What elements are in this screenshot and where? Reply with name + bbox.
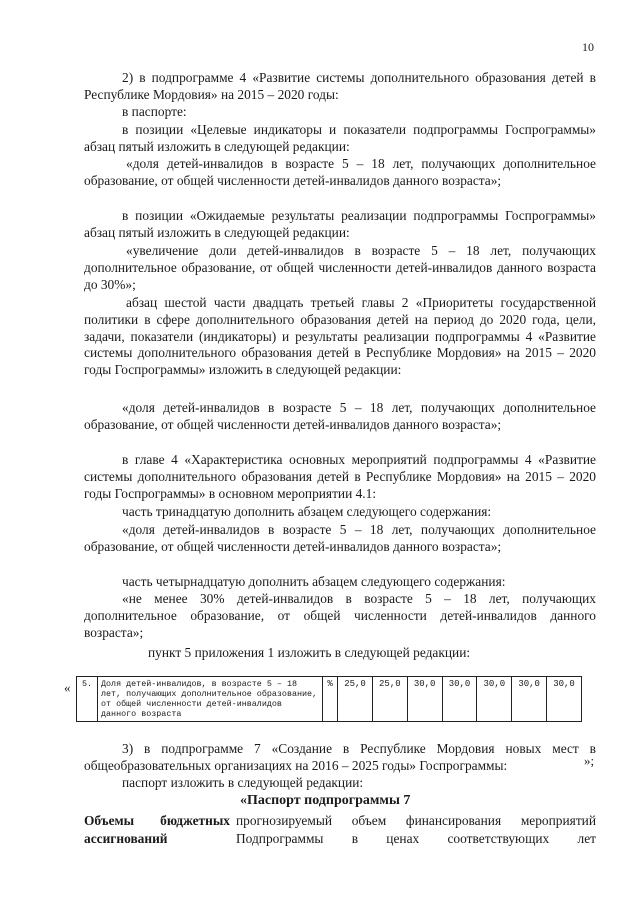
paragraph: паспорт изложить в следующей редакции: bbox=[122, 775, 364, 790]
paragraph: в позиции «Целевые индикаторы и показатели подпрограммы Госпрограммы» абзац пятый изложить в следующей редакции: bbox=[84, 122, 596, 154]
unit-cell: % bbox=[323, 677, 338, 722]
value-cell: 30,0 bbox=[442, 677, 477, 722]
paragraph: в позиции «Ожидаемые результаты реализации подпрограммы Госпрограммы» абзац пятый изложить в следующей редакции: bbox=[84, 208, 596, 240]
table-row bbox=[77, 677, 582, 722]
paragraph: 3) в подпрограмме 7 «Создание в Республике Мордовия новых мест в общеобразовательных организациях на 2016 – 2025 годы» Госпрограммы: bbox=[84, 741, 596, 773]
paragraph: «увеличение доли детей-инвалидов в возрасте 5 – 18 лет, получающих дополнительное образование, от общей численности детей-инвалидов данного возраста до 30%»; bbox=[84, 243, 596, 292]
indicator-name: Доля детей-инвалидов, в возрасте 5 – 18 лет, получающих дополнительное образование, от общей численности детей-инвалидов данного возраста bbox=[98, 677, 323, 722]
passport-left-label: Объемы бюджетных ассигнований bbox=[84, 813, 230, 846]
value-cell: 30,0 bbox=[512, 677, 547, 722]
paragraph: «не менее 30% детей-инвалидов в возрасте 5 – 18 лет, получающих дополнительное образование, от общей численности детей-инвалидов данного возраста»; bbox=[84, 591, 596, 640]
value-cell: 25,0 bbox=[372, 677, 407, 722]
value-cell: 25,0 bbox=[338, 677, 373, 722]
paragraph: в паспорте: bbox=[122, 104, 187, 119]
table-open-quote: « bbox=[64, 680, 71, 695]
value-cell: 30,0 bbox=[547, 677, 582, 722]
paragraph: «доля детей-инвалидов в возрасте 5 – 18 лет, получающих дополнительное образование, от общей численности детей-инвалидов данного возраста»; bbox=[84, 522, 596, 554]
paragraph: «доля детей-инвалидов в возрасте 5 – 18 лет, получающих дополнительное образование, от общей численности детей-инвалидов данного возраста»; bbox=[84, 400, 596, 432]
paragraph: часть тринадцатую дополнить абзацем следующего содержания: bbox=[122, 504, 492, 519]
paragraph: «доля детей-инвалидов в возрасте 5 – 18 лет, получающих дополнительное образование, от общей численности детей-инвалидов данного возраста»; bbox=[84, 156, 596, 188]
value-cell: 30,0 bbox=[407, 677, 442, 722]
table-close-quote: »; bbox=[584, 753, 595, 768]
paragraph: 2) в подпрограмме 4 «Развитие системы дополнительного образования детей в Республике Мордовия» на 2015 – 2020 годы: bbox=[84, 70, 596, 102]
passport-right-text: прогнозируемый объем финансирования мероприятий Подпрограммы в ценах соответствующих лет bbox=[236, 813, 596, 846]
value-cell: 30,0 bbox=[477, 677, 512, 722]
indicator-table bbox=[76, 676, 582, 722]
passport-title: «Паспорт подпрограммы 7 bbox=[240, 793, 411, 808]
row-number: 5. bbox=[77, 677, 98, 722]
paragraph: абзац шестой части двадцать третьей главы 2 «Приоритеты государственной политики в сфере дополнительного образования детей на период до 2020 года, цели, задачи, показатели (индикаторы) и результаты реализации подпрограммы 4 «Развитие системы дополнительного образования детей в Республике Мордовия» на 2015 – 2020 годы Госпрограммы» изложить в следующей редакции: bbox=[84, 295, 596, 378]
page-number: 10 bbox=[582, 40, 594, 54]
paragraph: пункт 5 приложения 1 изложить в следующей редакции: bbox=[148, 645, 471, 660]
paragraph: в главе 4 «Характеристика основных мероприятий подпрограммы 4 «Развитие системы дополнительного образования детей в Республике Мордовия» на 2015 – 2020 годы Госпрограммы» в основном мероприятии 4.1: bbox=[84, 452, 596, 501]
paragraph: часть четырнадцатую дополнить абзацем следующего содержания: bbox=[122, 574, 506, 589]
